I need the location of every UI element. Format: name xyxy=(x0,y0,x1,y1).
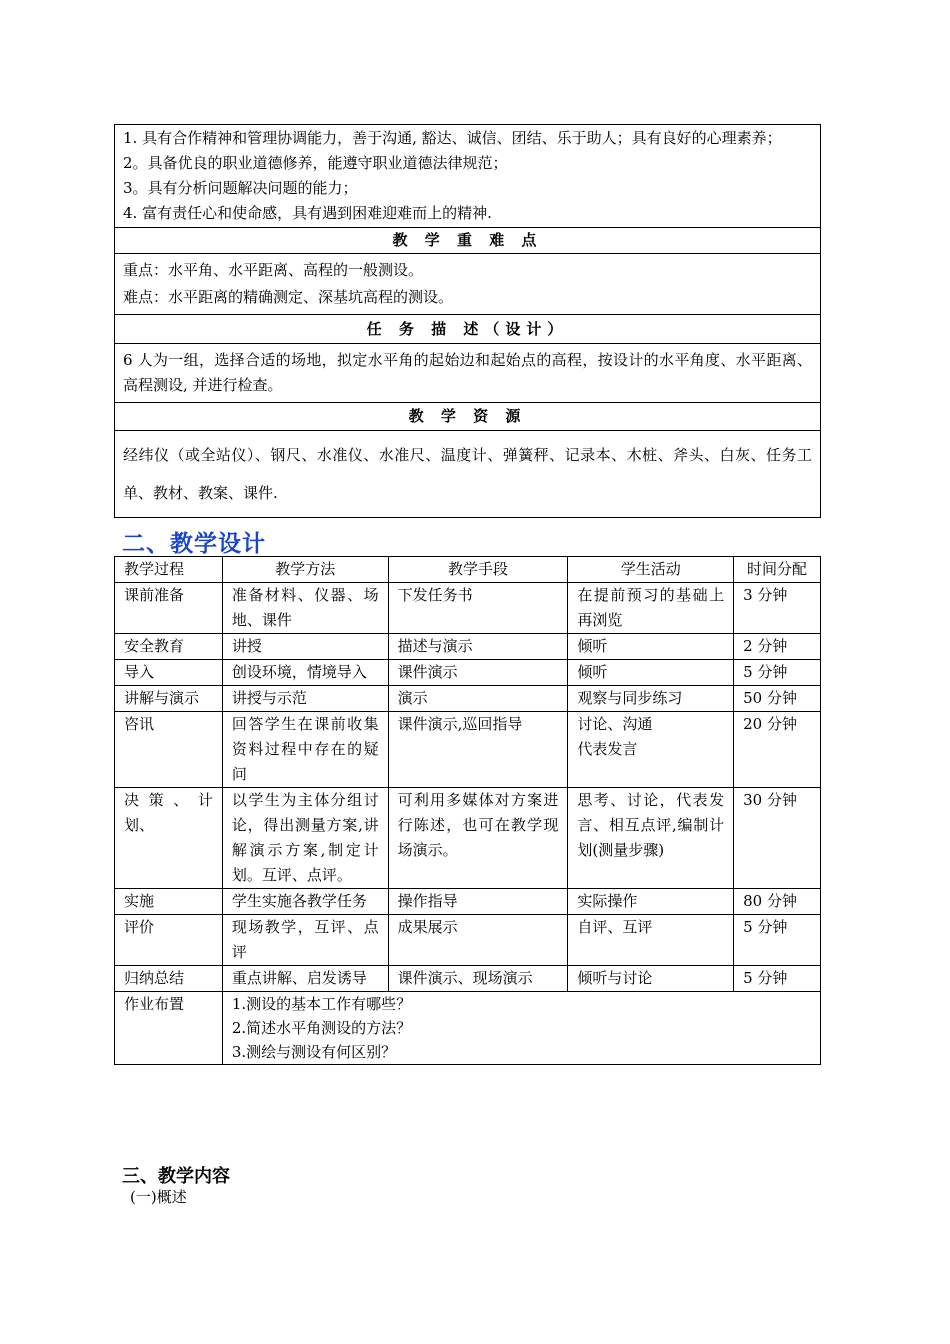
task-header: 任 务 描 述（设计） xyxy=(115,315,821,344)
method-cell: 准备材料、仪器、场地、课件 xyxy=(222,583,388,634)
means-cell: 课件演示 xyxy=(388,660,568,686)
key-point: 重点：水平角、水平距离、高程的一般测设。 xyxy=(123,261,424,279)
process-cell: 归纳总结 xyxy=(115,966,223,992)
method-cell: 回答学生在课前收集资料过程中存在的疑问 xyxy=(222,712,388,788)
means-cell: 操作指导 xyxy=(388,889,568,915)
time-cell: 50 分钟 xyxy=(734,686,821,712)
time-cell: 20 分钟 xyxy=(734,712,821,788)
difficult-point: 难点：水平距离的精确测定、深基坑高程的测设。 xyxy=(123,288,454,306)
header-activity: 学生活动 xyxy=(568,557,734,583)
means-cell: 课件演示,巡回指导 xyxy=(388,712,568,788)
process-cell: 决 策 、 计划、 xyxy=(115,788,223,889)
objectives-table xyxy=(114,124,821,518)
means-cell: 成果展示 xyxy=(388,915,568,966)
activity-cell: 讨论、沟通 代表发言 xyxy=(568,712,734,788)
goal-2: 2。具备优良的职业道德修养，能遵守职业道德法律规范； xyxy=(123,154,508,172)
means-cell: 下发任务书 xyxy=(388,583,568,634)
content-section-title: 三、教学内容 xyxy=(122,1166,230,1187)
goal-4: 4. 富有责任心和使命感，具有遇到困难迎难而上的精神. xyxy=(123,204,492,222)
time-cell: 5 分钟 xyxy=(734,660,821,686)
process-cell: 课前准备 xyxy=(115,583,223,634)
homework-cell xyxy=(222,992,820,1065)
process-cell: 导入 xyxy=(115,660,223,686)
means-cell: 演示 xyxy=(388,686,568,712)
method-cell: 学生实施各教学任务 xyxy=(222,889,388,915)
activity-cell: 倾听 xyxy=(568,660,734,686)
method-cell: 创设环境，情境导入 xyxy=(222,660,388,686)
time-cell: 2 分钟 xyxy=(734,634,821,660)
process-cell: 讲解与演示 xyxy=(115,686,223,712)
header-means: 教学手段 xyxy=(388,557,568,583)
design-header-row xyxy=(115,557,821,583)
goal-3: 3。具有分析问题解决问题的能力； xyxy=(123,179,358,197)
header-time: 时间分配 xyxy=(734,557,821,583)
time-cell: 5 分钟 xyxy=(734,966,821,992)
key-points-cell xyxy=(115,254,821,315)
method-cell: 重点讲解、启发诱导 xyxy=(222,966,388,992)
process-cell: 安全教育 xyxy=(115,634,223,660)
table-row xyxy=(115,788,821,889)
design-section-title: 二、教学设计 xyxy=(122,531,266,557)
means-cell: 可利用多媒体对方案进行陈述，也可在教学现场演示。 xyxy=(388,788,568,889)
table-row xyxy=(115,889,821,915)
homework-item: 1.测设的基本工作有哪些？ xyxy=(231,995,412,1013)
design-table xyxy=(114,556,821,1065)
method-cell: 现场教学，互评、点评 xyxy=(222,915,388,966)
homework-item: 3.测绘与测设有何区别？ xyxy=(231,1043,397,1061)
table-row xyxy=(115,583,821,634)
method-cell: 讲授 xyxy=(222,634,388,660)
resources-text: 经纬仪（或全站仪）、钢尺、水准仪、水准尺、温度计、弹簧秤、记录本、木桩、斧头、白灰、任务工单、教材、教案、课件. xyxy=(115,431,821,518)
process-cell: 实施 xyxy=(115,889,223,915)
homework-row xyxy=(115,992,821,1065)
key-points-header: 教 学 重 难 点 xyxy=(115,228,821,254)
overview-heading: (一)概述 xyxy=(130,1188,187,1206)
method-cell: 讲授与示范 xyxy=(222,686,388,712)
method-cell: 以学生为主体分组讨论，得出测量方案,讲解演示方案,制定计划。互评、点评。 xyxy=(222,788,388,889)
activity-cell: 思考、讨论，代表发言、相互点评,编制计划(测量步骤) xyxy=(568,788,734,889)
table-row xyxy=(115,686,821,712)
activity-cell: 倾听与讨论 xyxy=(568,966,734,992)
goals-cell xyxy=(115,125,821,228)
process-cell: 评价 xyxy=(115,915,223,966)
time-cell: 3 分钟 xyxy=(734,583,821,634)
means-cell: 课件演示、现场演示 xyxy=(388,966,568,992)
table-row xyxy=(115,634,821,660)
table-row xyxy=(115,712,821,788)
table-row xyxy=(115,660,821,686)
activity-cell: 倾听 xyxy=(568,634,734,660)
activity-cell: 自评、互评 xyxy=(568,915,734,966)
header-process: 教学过程 xyxy=(115,557,223,583)
homework-item: 2.简述水平角测设的方法？ xyxy=(231,1019,412,1037)
activity-cell: 观察与同步练习 xyxy=(568,686,734,712)
activity-cell: 在提前预习的基础上再浏览 xyxy=(568,583,734,634)
table-row xyxy=(115,966,821,992)
means-cell: 描述与演示 xyxy=(388,634,568,660)
time-cell: 30 分钟 xyxy=(734,788,821,889)
time-cell: 80 分钟 xyxy=(734,889,821,915)
resources-header: 教 学 资 源 xyxy=(115,403,821,431)
task-text: 6 人为一组，选择合适的场地，拟定水平角的起始边和起始点的高程，按设计的水平角度、水平距离、高程测设, 并进行检查。 xyxy=(115,344,821,403)
activity-cell: 实际操作 xyxy=(568,889,734,915)
header-method: 教学方法 xyxy=(222,557,388,583)
process-cell: 咨讯 xyxy=(115,712,223,788)
time-cell: 5 分钟 xyxy=(734,915,821,966)
table-row xyxy=(115,915,821,966)
goal-1: 1. 具有合作精神和管理协调能力，善于沟通, 豁达、诚信、团结、乐于助人；具有良好的心理素养； xyxy=(123,129,782,147)
homework-label: 作业布置 xyxy=(115,992,223,1065)
